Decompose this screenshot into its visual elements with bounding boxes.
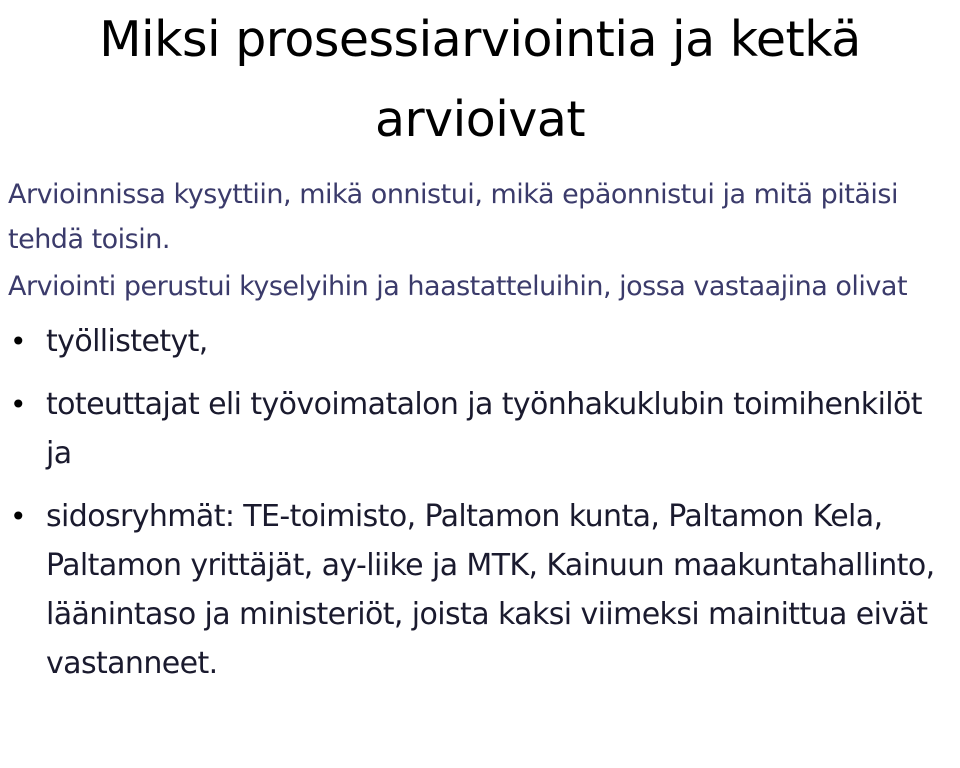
bullet-icon: • [10, 325, 26, 358]
list-item [0, 492, 952, 688]
bullet-icon: • [10, 388, 26, 421]
intro-paragraph: Arvioinnissa kysyttiin, mikä onnistui, mikä epäonnistui ja mitä pitäisi tehdä toisin. [8, 179, 898, 255]
list-item-text: toteuttajat eli työvoimatalon ja työnhakuklubin toimihenkilöt ja [46, 387, 922, 471]
list-item [0, 317, 952, 366]
slide-body [0, 172, 960, 702]
bullet-icon: • [10, 500, 26, 533]
method-paragraph: Arviointi perustui kyselyihin ja haastatteluihin, jossa vastaajina olivat [8, 271, 908, 302]
respondent-list [0, 317, 960, 688]
list-item-text: sidosryhmät: TE-toimisto, Paltamon kunta, Paltamon Kela, Paltamon yrittäjät, ay-liike ja MTK, Kainuun maakuntahallinto, läänintaso ja ministeriöt, joista kaksi viimeksi mainittua eivät vastanneet. [46, 499, 935, 681]
list-item-text: työllistetyt, [46, 324, 208, 359]
slide-title: Miksi prosessiarviointia ja ketkä arvioivat [99, 11, 861, 148]
list-item [0, 380, 952, 478]
